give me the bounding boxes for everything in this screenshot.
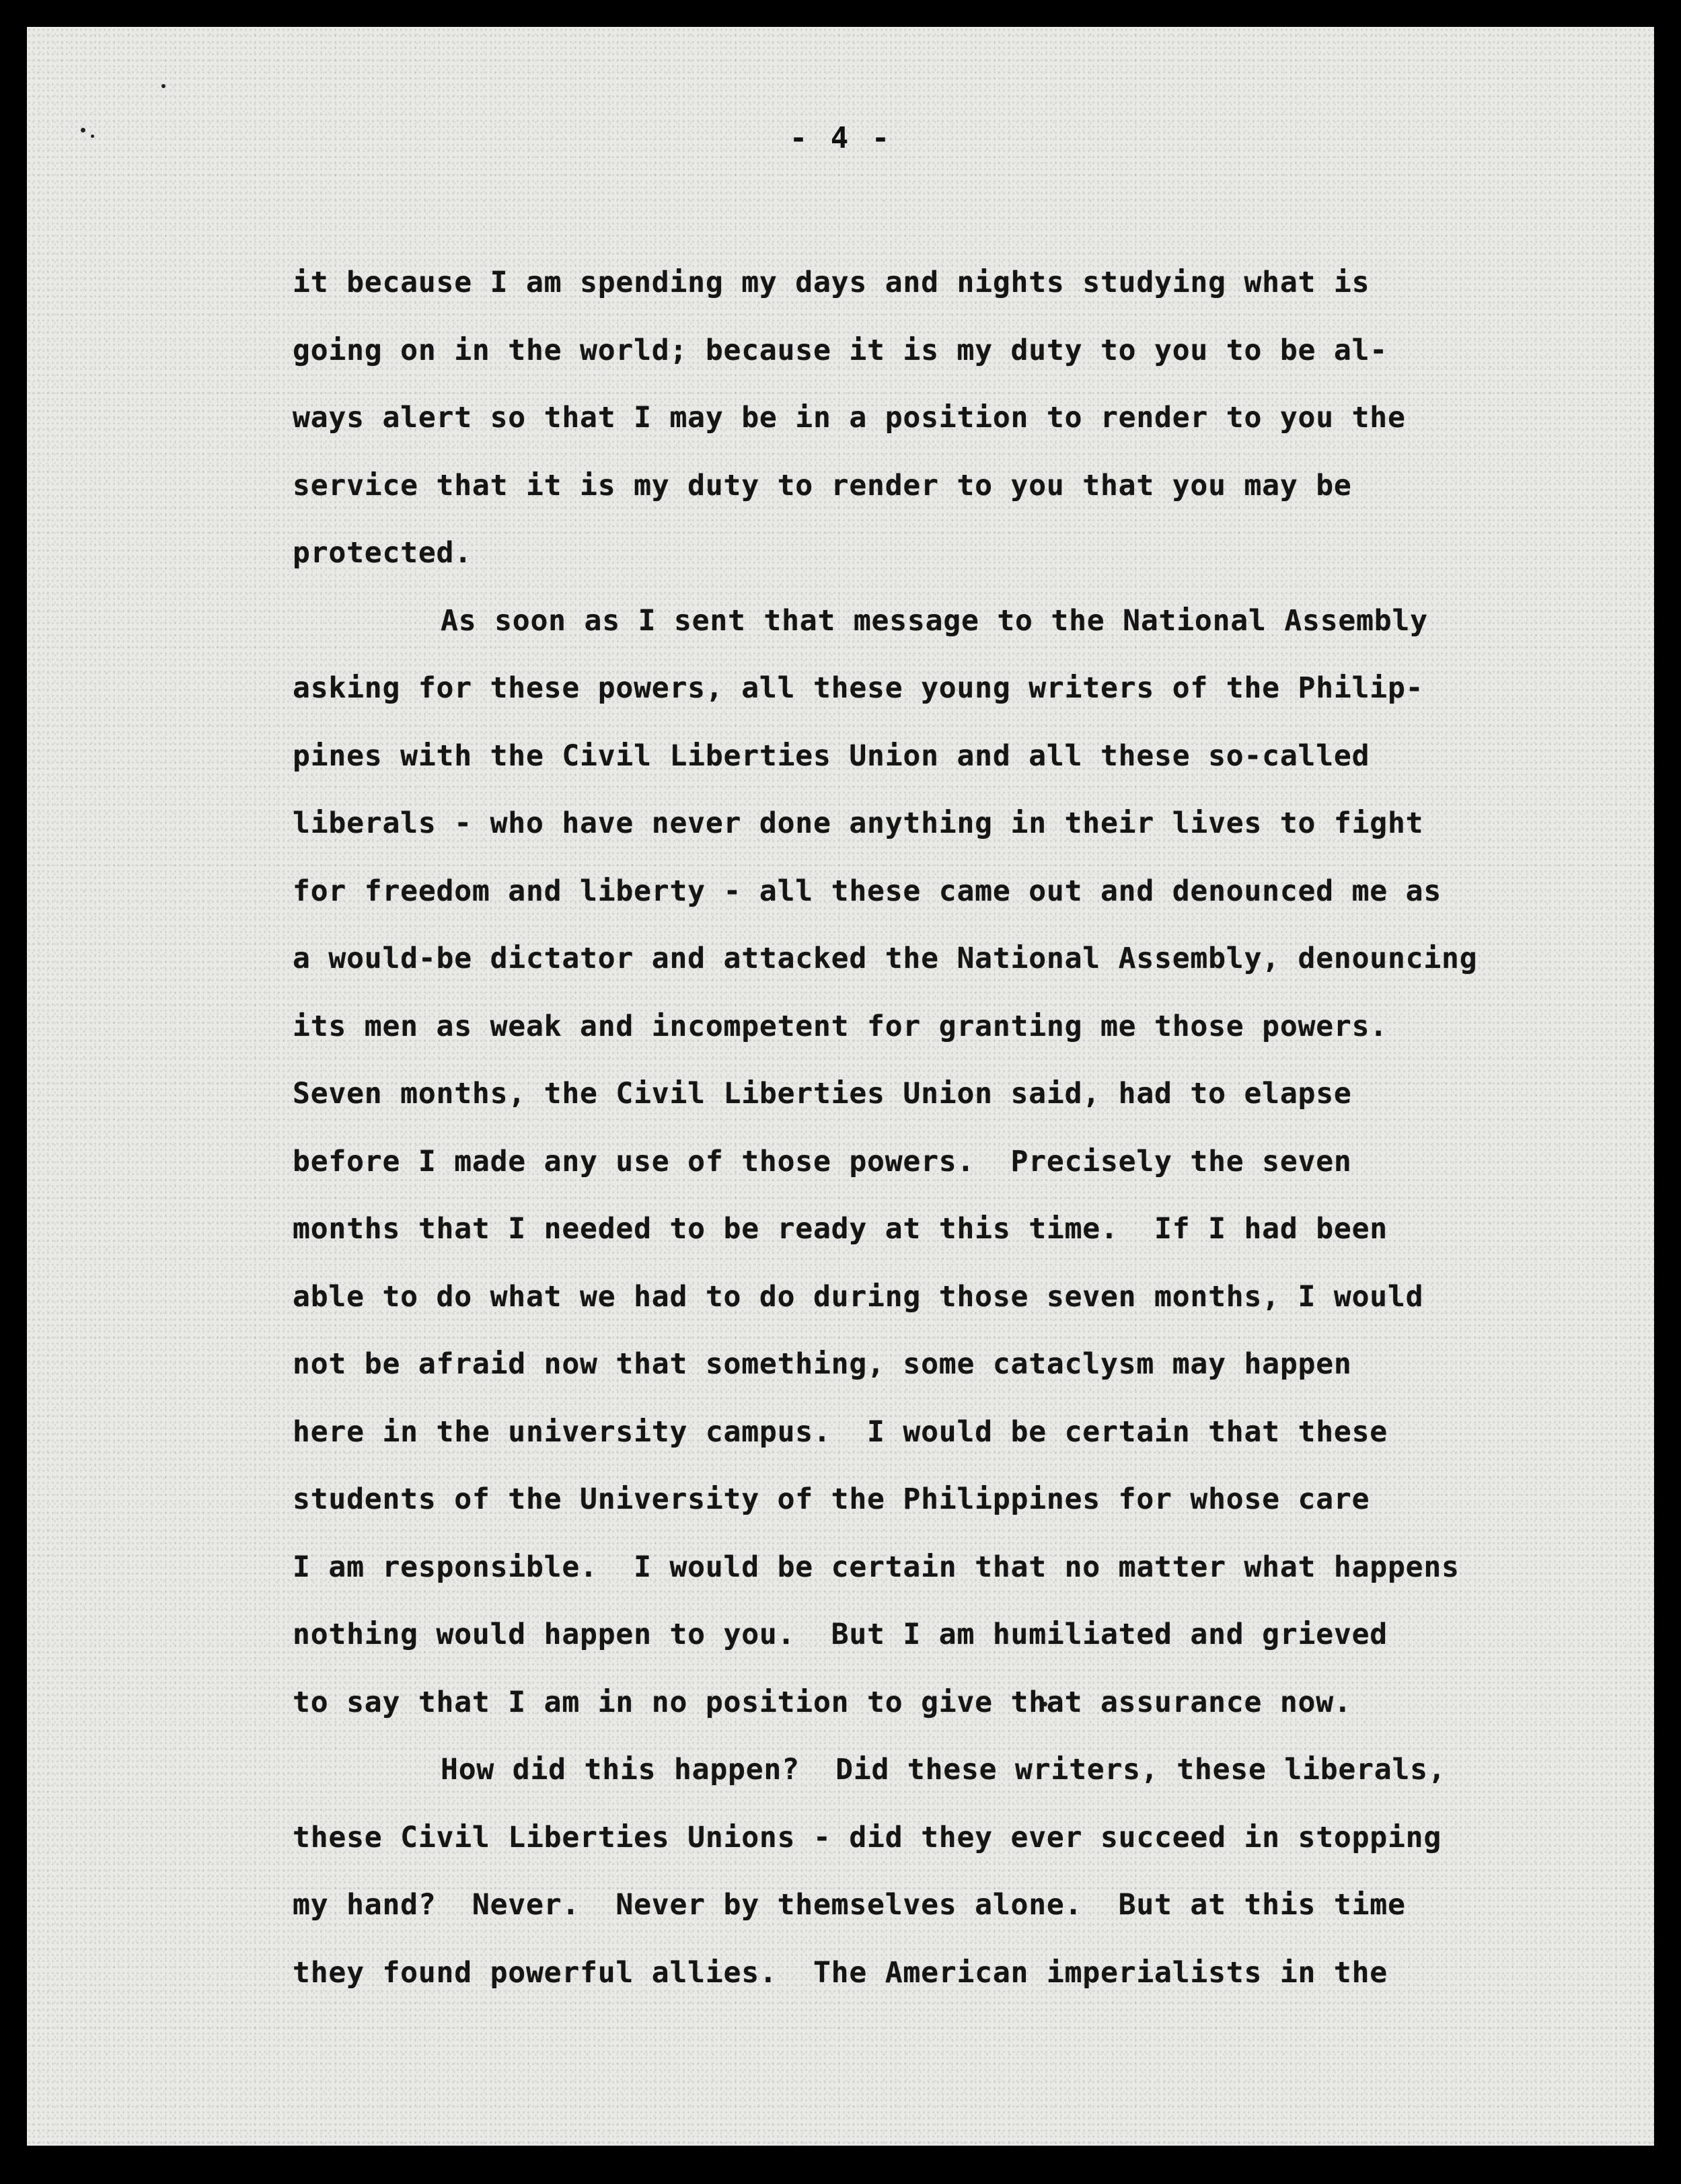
text-line: How did this happen? Did these writers, these liberals, — [441, 1753, 1446, 1786]
text-line: my hand? Never. Never by themselves alone. But at this time — [293, 1888, 1406, 1922]
text-line: for freedom and liberty - all these came out and denounced me as — [293, 874, 1442, 908]
text-line: able to do what we had to do during those seven months, I would — [293, 1279, 1424, 1314]
ink-speck — [81, 128, 85, 133]
text-line: liberals - who have never done anything in their lives to fight — [293, 806, 1424, 840]
text-line: it because I am spending my days and nights studying what is — [293, 266, 1370, 299]
text-line: nothing would happen to you. But I am humiliated and grieved — [293, 1618, 1388, 1651]
text-line: a would-be dictator and attacked the National Assembly, denouncing — [293, 942, 1478, 975]
text-line: I am responsible. I would be certain that no matter what happens — [293, 1550, 1460, 1584]
text-line: As soon as I sent that message to the National Assembly — [441, 603, 1428, 638]
typewritten-page — [27, 27, 1655, 2146]
scan-border — [1654, 27, 1681, 2146]
text-line: to say that I am in no position to give that assurance now. — [293, 1685, 1352, 1719]
body-text — [293, 249, 1651, 2006]
text-line: before I made any use of those powers. Precisely the seven — [293, 1144, 1352, 1178]
text-line: Seven months, the Civil Liberties Union said, had to elapse — [293, 1077, 1352, 1110]
text-line: ways alert so that I may be in a position to render to you the — [293, 401, 1406, 435]
ink-speck — [91, 135, 94, 138]
text-line: months that I needed to be ready at this time. If I had been — [293, 1212, 1388, 1246]
text-line: going on in the world; because it is my duty to you to be al- — [293, 333, 1388, 367]
text-line: its men as weak and incompetent for granting me those powers. — [293, 1009, 1388, 1043]
text-line: these Civil Liberties Unions - did they ever succeed in stopping — [293, 1820, 1442, 1854]
text-line: students of the University of the Philippines for whose care — [293, 1482, 1370, 1516]
ink-speck — [161, 84, 165, 88]
text-line: protected. — [293, 536, 472, 570]
text-line: not be afraid now that something, some cataclysm may happen — [293, 1347, 1352, 1381]
text-line: asking for these powers, all these young writers of the Philip- — [293, 671, 1424, 705]
text-line: service that it is my duty to render to you that you may be — [293, 468, 1352, 502]
text-line: pines with the Civil Liberties Union and all these so-called — [293, 739, 1370, 773]
page-number: - 4 - — [789, 121, 893, 155]
text-line: here in the university campus. I would be certain that these — [293, 1415, 1388, 1449]
text-line: they found powerful allies. The American imperialists in the — [293, 1955, 1388, 1990]
